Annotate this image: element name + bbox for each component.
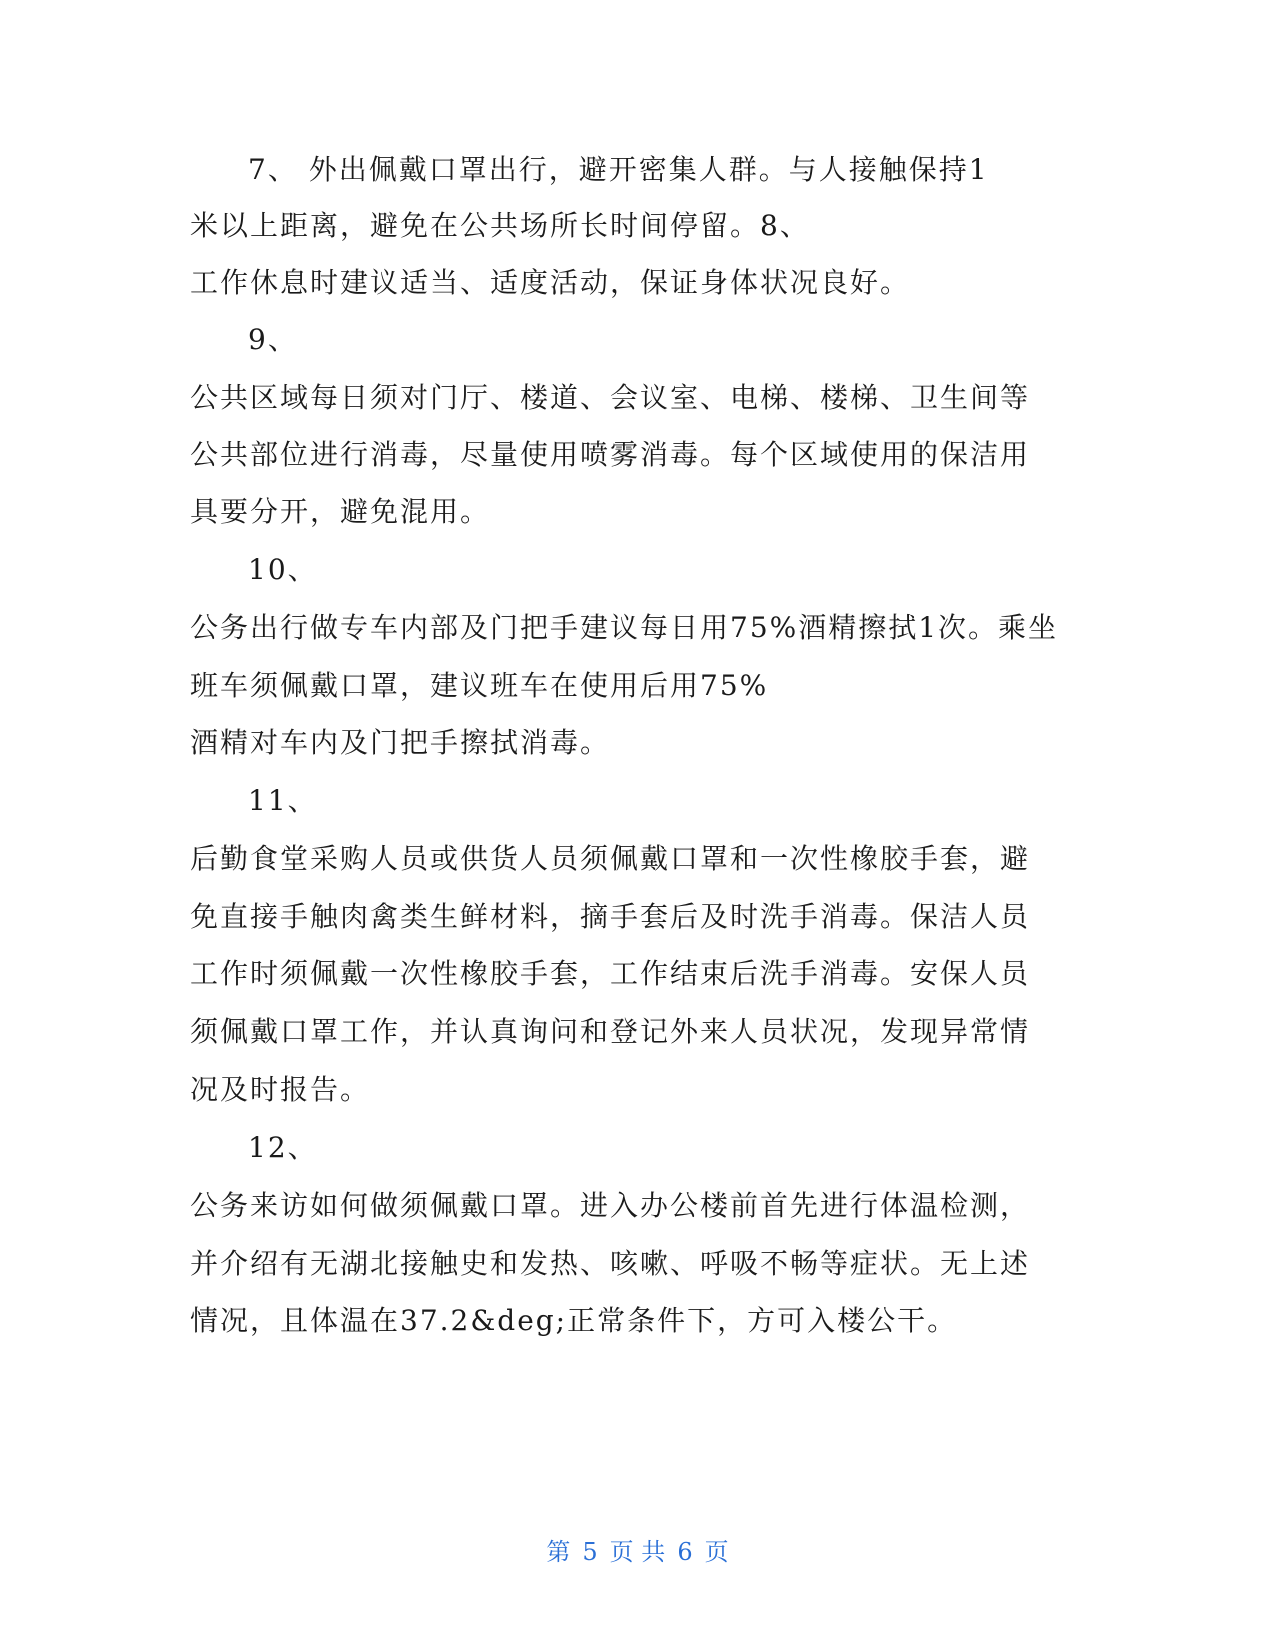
text-line: 12、 — [248, 1131, 318, 1164]
text-line: 并介绍有无湖北接触史和发热、咳嗽、呼吸不畅等症状。无上述 — [190, 1247, 1031, 1280]
page-footer — [0, 1537, 1275, 1567]
text-line: 米以上距离，避免在公共场所长时间停留。8、 — [190, 209, 810, 242]
footer-prefix: 第 — [546, 1538, 571, 1566]
text-line: 公务出行做专车内部及门把手建议每日用75%酒精擦拭1次。乘坐 — [190, 611, 1059, 644]
text-line: 工作休息时建议适当、适度活动，保证身体状况良好。 — [190, 266, 911, 299]
text-line: 工作时须佩戴一次性橡胶手套，工作结束后洗手消毒。安保人员 — [190, 957, 1031, 990]
footer-middle: 页 共 — [609, 1538, 666, 1566]
footer-total-pages: 6 — [677, 1538, 693, 1566]
text-line: 公务来访如何做须佩戴口罩。进入办公楼前首先进行体温检测， — [190, 1189, 1031, 1222]
text-line: 10、 — [248, 553, 318, 586]
text-line: 免直接手触肉禽类生鲜材料，摘手套后及时洗手消毒。保洁人员 — [190, 900, 1031, 933]
text-line: 情况，且体温在37.2&deg;正常条件下，方可入楼公干。 — [190, 1304, 958, 1337]
text-line: 公共区域每日须对门厅、楼道、会议室、电梯、楼梯、卫生间等 — [190, 381, 1031, 414]
text-line: 具要分开，避免混用。 — [190, 495, 491, 528]
text-line: 公共部位进行消毒，尽量使用喷雾消毒。每个区域使用的保洁用 — [190, 438, 1031, 471]
text-line: 11、 — [248, 784, 318, 817]
footer-current-page: 5 — [582, 1538, 598, 1566]
text-line: 酒精对车内及门把手擦拭消毒。 — [190, 726, 611, 759]
text-line: 9、 — [248, 323, 298, 356]
text-line: 后勤食堂采购人员或供货人员须佩戴口罩和一次性橡胶手套，避 — [190, 842, 1031, 875]
text-line: 况及时报告。 — [190, 1073, 371, 1106]
footer-suffix: 页 — [704, 1538, 729, 1566]
text-line: 须佩戴口罩工作，并认真询问和登记外来人员状况，发现异常情 — [190, 1015, 1031, 1048]
text-line: 7、 外出佩戴口罩出行，避开密集人群。与人接触保持1 — [248, 153, 989, 186]
text-line: 班车须佩戴口罩，建议班车在使用后用75% — [190, 669, 769, 702]
